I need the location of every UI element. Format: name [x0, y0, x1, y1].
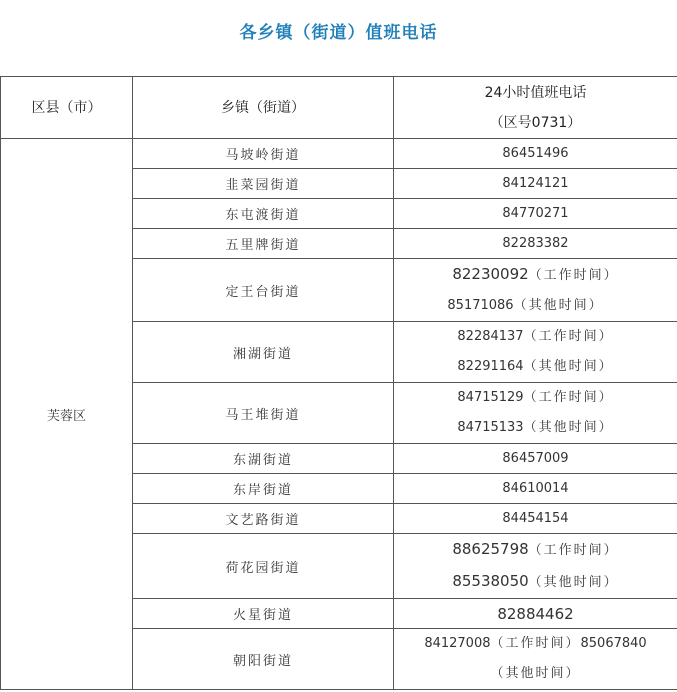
phone-cell — [394, 504, 677, 534]
street-cell: 荷花园街道 — [133, 534, 394, 599]
phone-cell — [394, 139, 677, 169]
phone-note: （其他时间） — [513, 298, 604, 313]
phone-number: 84454154 — [502, 511, 569, 526]
phone-note: （工作时间） — [528, 268, 619, 283]
phone-cell — [394, 534, 677, 599]
phone-note: （工作时间） — [490, 636, 581, 651]
phone-number: 84770271 — [502, 206, 569, 221]
page-title: 各乡镇（街道）值班电话 — [239, 23, 438, 43]
phone-note: （其他时间） — [528, 575, 619, 590]
street-cell: 定王台街道 — [133, 259, 394, 322]
street-cell: 五里牌街道 — [133, 229, 394, 259]
phone-cell — [394, 474, 677, 504]
phone-cell — [394, 444, 677, 474]
phone-cell — [394, 199, 677, 229]
street-cell: 湘湖街道 — [133, 322, 394, 383]
street-cell: 东岸街道 — [133, 474, 394, 504]
phone-number: 82291164 — [457, 359, 524, 374]
street-cell: 文艺路街道 — [133, 504, 394, 534]
street-cell: 韭菜园街道 — [133, 169, 394, 199]
header-phone-line1: 24小时值班电话 — [484, 84, 587, 101]
header-county: 区县（市） — [1, 77, 133, 139]
phone-number: 84127008 — [424, 636, 491, 651]
phone-cell — [394, 629, 677, 690]
phone-note: （工作时间） — [523, 329, 614, 344]
phone-number: 85538050 — [452, 572, 529, 590]
phone-cell — [394, 259, 677, 322]
phone-note: （其他时间） — [523, 420, 614, 435]
street-cell: 朝阳街道 — [133, 629, 394, 690]
header-phone-line2: （区号0731） — [489, 114, 582, 131]
table-header-row — [1, 77, 677, 139]
duty-phone-table — [0, 76, 677, 690]
phone-number: 85171086 — [447, 298, 514, 313]
phone-number: 84610014 — [502, 481, 569, 496]
phone-cell — [394, 599, 677, 629]
phone-number: 82230092 — [452, 265, 529, 283]
street-cell: 东湖街道 — [133, 444, 394, 474]
phone-cell — [394, 229, 677, 259]
street-cell: 马王堆街道 — [133, 383, 394, 444]
phone-note: （工作时间） — [528, 543, 619, 558]
phone-number: 86451496 — [502, 146, 569, 161]
phone-number: 88625798 — [452, 540, 529, 558]
header-phone — [394, 77, 677, 139]
street-cell: 东屯渡街道 — [133, 199, 394, 229]
phone-number: 82283382 — [502, 236, 569, 251]
phone-note: （其他时间） — [523, 359, 614, 374]
phone-number: 86457009 — [502, 451, 569, 466]
street-cell: 马坡岭街道 — [133, 139, 394, 169]
phone-note: （其他时间） — [490, 666, 581, 681]
phone-cell — [394, 383, 677, 444]
county-cell: 芙蓉区 — [1, 139, 133, 690]
header-street: 乡镇（街道） — [133, 77, 394, 139]
phone-number: 84715133 — [457, 420, 524, 435]
phone-number: 84715129 — [457, 390, 524, 405]
phone-cell — [394, 322, 677, 383]
phone-note: （工作时间） — [523, 390, 614, 405]
phone-number: 84124121 — [502, 176, 569, 191]
phone-number: 85067840 — [580, 636, 647, 651]
phone-cell — [394, 169, 677, 199]
table-row — [1, 139, 677, 169]
phone-number: 82284137 — [457, 329, 524, 344]
phone-number: 82884462 — [497, 604, 574, 623]
street-cell: 火星街道 — [133, 599, 394, 629]
